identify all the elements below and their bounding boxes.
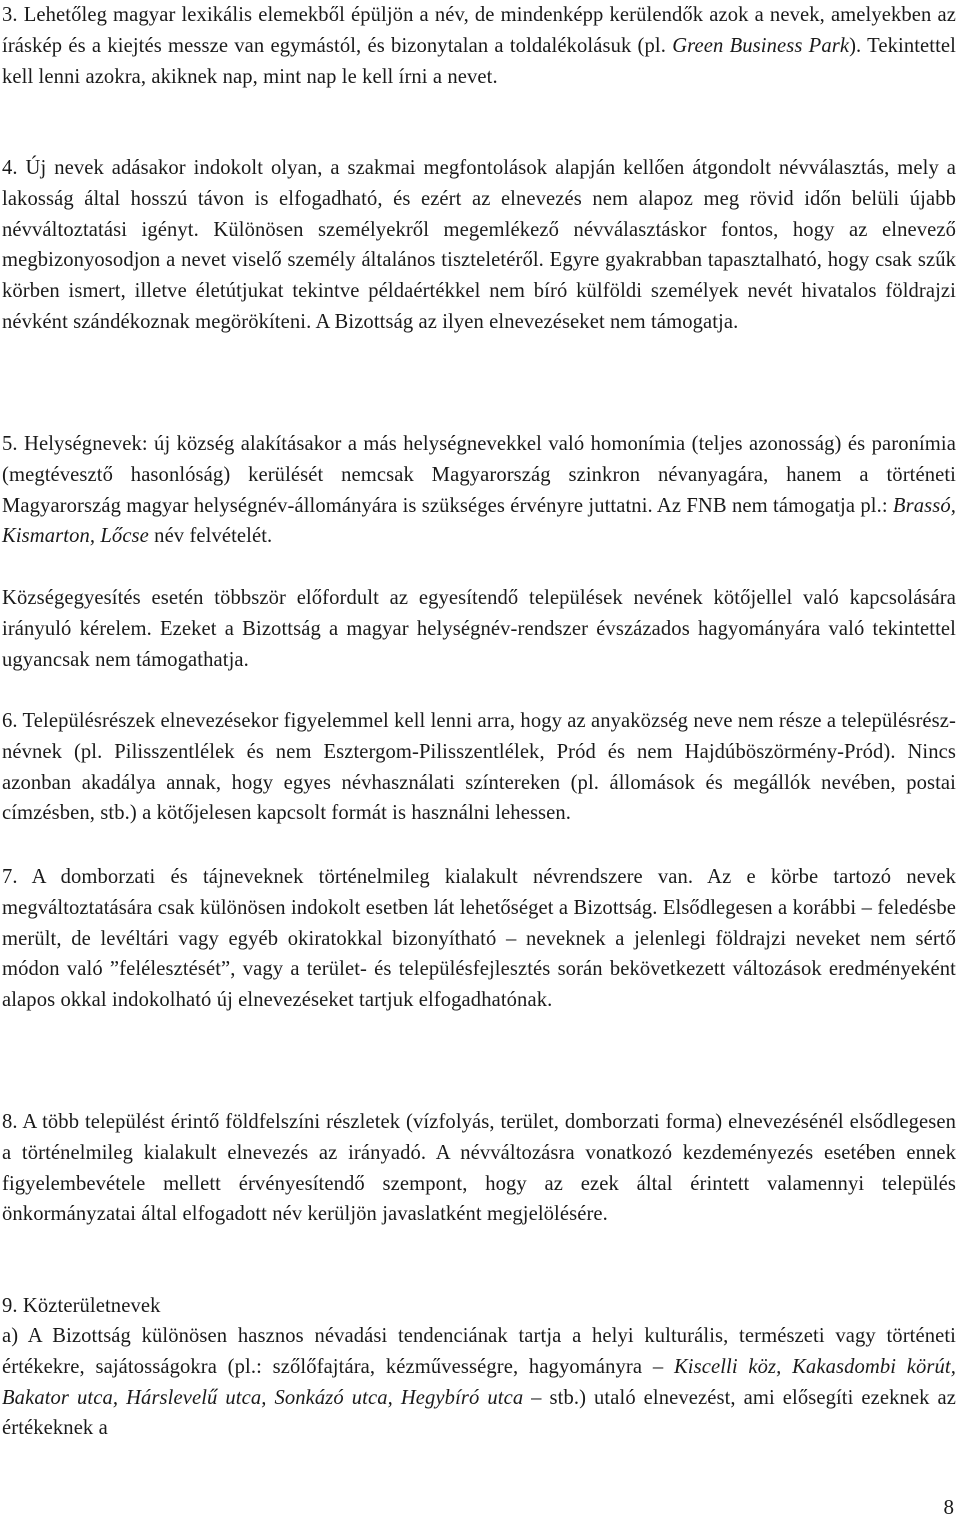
text-run: 7. A domborzati és tájneveknek történelmileg kialakult névrendszere van. Az e körbe tartozó nevek megváltoztatására csak különösen indokolt esetben lát lehetőséget a Bizottság. Elsődlegesen a korábbi – feledésbe merült, de levéltári vagy egyéb okiratokkal bizonyítható – neveknek a jelenlegi földrajzi neveket nem sértő módon való ”felélesztését”, vagy a terület- és településfejlesztés során bekövetkezett változások eredményeként alapos okkal indokolható új elnevezéseket tartjuk elfogadhatónak. — [2, 866, 956, 1012]
page-number: 8 — [943, 1495, 954, 1519]
paragraph-9a — [2, 1321, 956, 1444]
paragraph-5-continued — [2, 583, 956, 675]
text-run: 6. Településrészek elnevezésekor figyelemmel kell lenni arra, hogy az anyaközség neve nem része a településrész-névnek (pl. Pilisszentlélek és nem Esztergom-Pilisszentlélek, Pród és nem Hajdúböszörmény-Pród). Nincs azonban akadálya annak, hogy egyes névhasználati színtereken (pl. állomások és megállók nevében, postai címzésben, stb.) a kötőjelesen kapcsolt formát is használni lehessen. — [2, 710, 956, 825]
paragraph-6 — [2, 706, 956, 829]
text-run: 3. Lehetőleg magyar lexikális elemekből épüljön a név, de mindenképp kerülendők azok a nevek, amelyekben az íráskép és a kiejtés messze van egymástól, és bizonytalan a toldalékolásuk (pl. — [2, 4, 956, 57]
text-run: ). Tekintettel kell lenni azokra, akiknek nap, mint nap le kell írni a nevet. — [2, 34, 956, 88]
text-run: 8. A több települést érintő földfelszíni részletek (vízfolyás, terület, domborzati forma) elnevezésénél elsődlegesen a történelmileg kialakult elnevezés az irányadó. A névváltozásra vonatkozó kezdeményezés esetében ennek figyelembevétele mellett érvényesítendő szempont, hogy az ezek által érintett valamennyi település önkormányzatai által elfogadott név kerüljön javaslatként megjelölésére. — [2, 1111, 956, 1226]
paragraph-4 — [2, 153, 956, 338]
text-run: név felvételét. — [148, 525, 273, 548]
paragraph-5 — [2, 429, 956, 552]
text-run: a) A Bizottság különösen hasznos névadási tendenciának tartja a helyi kulturális, természeti vagy történeti értékekre, sajátosságokra (pl.: szőlőfajtára, kézművességre, hagyományra – — [2, 1325, 956, 1378]
text-run: Községegyesítés esetén többször előfordult az egyesítendő települések nevének kötőjellel való kapcsolására irányuló kérelem. Ezeket a Bizottság a magyar helységnév-rendszer évszázados hagyományára való tekintettel ugyancsak nem támogathatja. — [2, 587, 956, 671]
paragraph-7 — [2, 862, 956, 1016]
text-run: – stb.) utaló elnevezést, ami elősegíti ezeknek az értékeknek a — [2, 1386, 957, 1440]
italic-text-run: Kiscelli köz, Kakasdombi körút, Bakator utca, Hárslevelű utca, Sonkázó utca, Hegybíró utca — [2, 1355, 956, 1409]
paragraph-8 — [2, 1107, 956, 1230]
text-run: 4. Új nevek adásakor indokolt olyan, a szakmai megfontolások alapján kellően átgondolt névválasztás, mely a lakosság által hosszú távon is elfogadható, és ezért az elnevezés nem alapoz meg rövid időn belüli újabb névváltoztatási igényt. Különösen személyekről megemlékező névválasztáskor fontos, hogy az elnevező megbizonyosodjon a nevet viselő személy általános tiszteletéről. Egyre gyakrabban tapasztalható, hogy csak szűk körben ismert, illetve életútjukat tekintve példaértékkel nem bíró külföldi személyek nevét hivatalos földrajzi névként szándékoznak megörökíteni. A Bizottság az ilyen elnevezéseket nem támogatja. — [2, 157, 956, 333]
paragraph-3 — [2, 0, 956, 92]
italic-text-run: Green Business Park — [672, 34, 850, 57]
text-run: 5. Helységnevek: új község alakításakor a más helységnevekkel való homonímia (teljes azonosság) és paronímia (megtévesztő hasonlóság) kerülését nemcsak Magyarország szinkron névanyagára, hanem a történeti Magyarország magyar helységnév-állományára is szükséges érvényre juttatni. Az FNB nem támogatja pl.: — [2, 433, 956, 517]
italic-text-run: Brassó, Kismarton, Lőcse — [2, 494, 956, 548]
text-run: 9. Közterületnevek — [2, 1295, 161, 1317]
section-heading-9 — [2, 1291, 956, 1322]
